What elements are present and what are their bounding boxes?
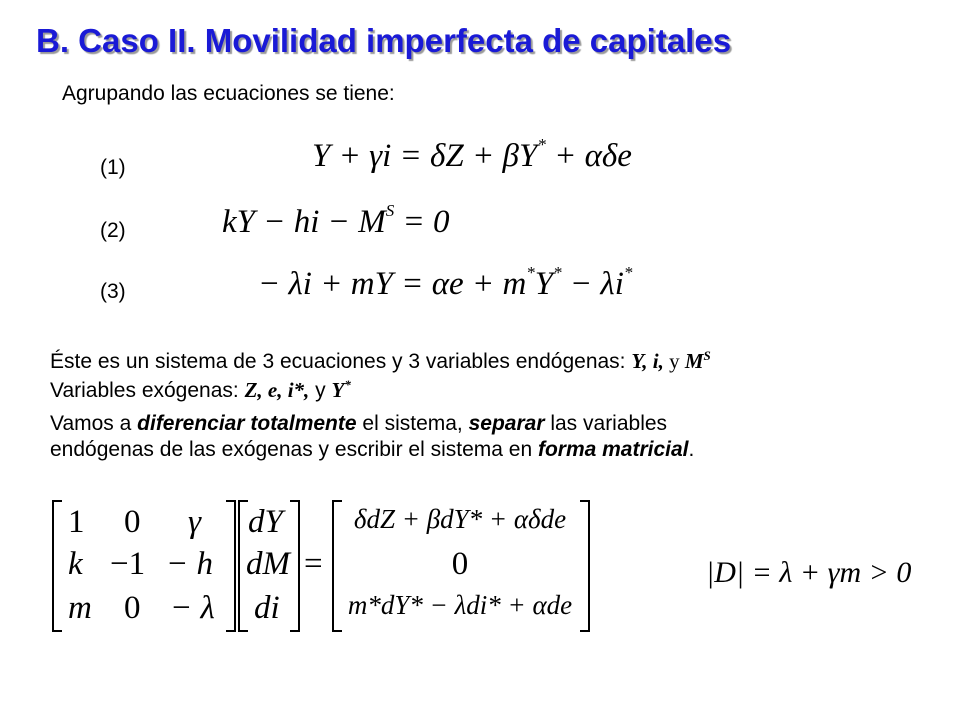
vector-cell: di [254, 590, 280, 626]
equation-3-label: (3) [100, 280, 126, 303]
equation-2-label: (2) [100, 219, 126, 242]
matrix-cell: 0 [124, 504, 141, 540]
rhs-cell: δdZ + βdY* + αδde [353, 504, 567, 534]
right-bracket [290, 500, 300, 632]
matrix-cell: γ [188, 504, 202, 540]
vector-cell: dM [246, 546, 290, 582]
endogenous-sentence: Éste es un sistema de 3 ecuaciones y 3 variables endógenas: Y, i, y $M^S$ [50, 348, 711, 373]
page-title: B. Caso II. Movilidad imperfecta de capitales [36, 22, 732, 59]
equation-2: kY − hi − $M^S = 0$ [222, 201, 450, 240]
equation-3: − λi + mY = αe + m*Y* − λi* [258, 263, 633, 302]
determinant: |D| = λ + γm > 0 [706, 556, 912, 589]
matrix-cell: − h [166, 546, 214, 582]
matrix-system [52, 500, 932, 640]
right-bracket [226, 500, 236, 632]
matrix-cell: − λ [170, 590, 215, 626]
matrix-cell: k [68, 546, 83, 582]
right-bracket [580, 500, 590, 632]
left-bracket [52, 500, 62, 632]
exogenous-sentence: Variables exógenas: Z, e, i*, y Y* [50, 377, 351, 402]
equation-1-label: (1) [100, 156, 126, 179]
vector-cell: dY [248, 504, 283, 540]
subtitle: Agrupando las ecuaciones se tiene: [62, 82, 395, 105]
equals-sign: = [304, 546, 323, 582]
left-bracket [332, 500, 342, 632]
matrix-cell: m [68, 590, 92, 626]
equation-1: Y + γi = δZ + βY* + αδe [312, 135, 632, 174]
matrix-cell: −1 [110, 546, 146, 582]
rhs-cell: 0 [451, 546, 469, 582]
rhs-cell: m*dY* − λdi* + αde [347, 590, 573, 620]
matrix-cell: 0 [124, 590, 141, 626]
matrix-cell: 1 [68, 504, 85, 540]
method-paragraph: Vamos a diferenciar totalmente el sistema, separar las variables endógenas de las exógenas y escribir el sistema en forma matricial. [50, 412, 695, 461]
